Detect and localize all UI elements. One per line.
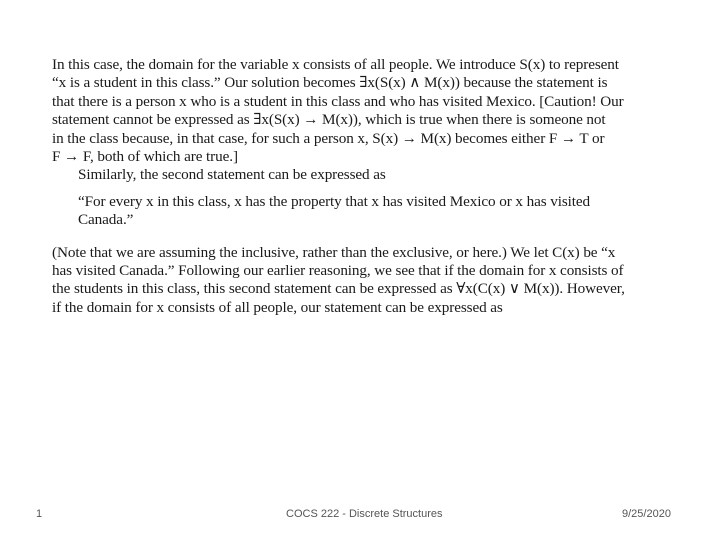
text-line: In this case, the domain for the variable x consists of all people. We introduce S(x) to represent <box>52 56 619 73</box>
text-line: (Note that we are assuming the inclusive, rather than the exclusive, or here.) We let C(x) be “x <box>52 243 616 261</box>
text-line: the students in this class, this second statement can be expressed as ∀x(C(x) ∨ M(x)). However, <box>52 280 625 298</box>
text-line: in the class because, in that case, for such a person x, S(x) → M(x) becomes either F → T or <box>52 129 605 147</box>
text-line: Similarly, the second statement can be expressed as <box>78 166 386 184</box>
footer-date: 9/25/2020 <box>622 508 671 520</box>
paragraph-similarly <box>52 166 680 184</box>
text-line: if the domain for x consists of all people, our statement can be expressed as <box>52 298 503 316</box>
text-line: statement cannot be expressed as ∃x(S(x) → M(x)), which is true when there is someone not <box>52 111 606 129</box>
paragraph-universal <box>52 244 680 318</box>
text-line: Canada.” <box>78 211 134 229</box>
text-line: has visited Canada.” Following our earlier reasoning, we see that if the domain for x consists of <box>52 262 624 280</box>
text-line: F → F, both of which are true.] <box>52 148 238 166</box>
footer-course-title: COCS 222 - Discrete Structures <box>286 508 443 520</box>
paragraph-existential <box>52 56 680 166</box>
paragraph-quote <box>52 193 680 230</box>
scanned-textbook-excerpt <box>52 56 680 317</box>
slide-number: 1 <box>36 508 43 520</box>
text-line: that there is a person x who is a student in this class and who has visited Mexico. [Caution! Our <box>52 92 624 110</box>
text-line: “For every x in this class, x has the property that x has visited Mexico or x has visited <box>78 192 591 210</box>
text-line: “x is a student in this class.” Our solution becomes ∃x(S(x) ∧ M(x)) because the statement is <box>52 74 608 92</box>
